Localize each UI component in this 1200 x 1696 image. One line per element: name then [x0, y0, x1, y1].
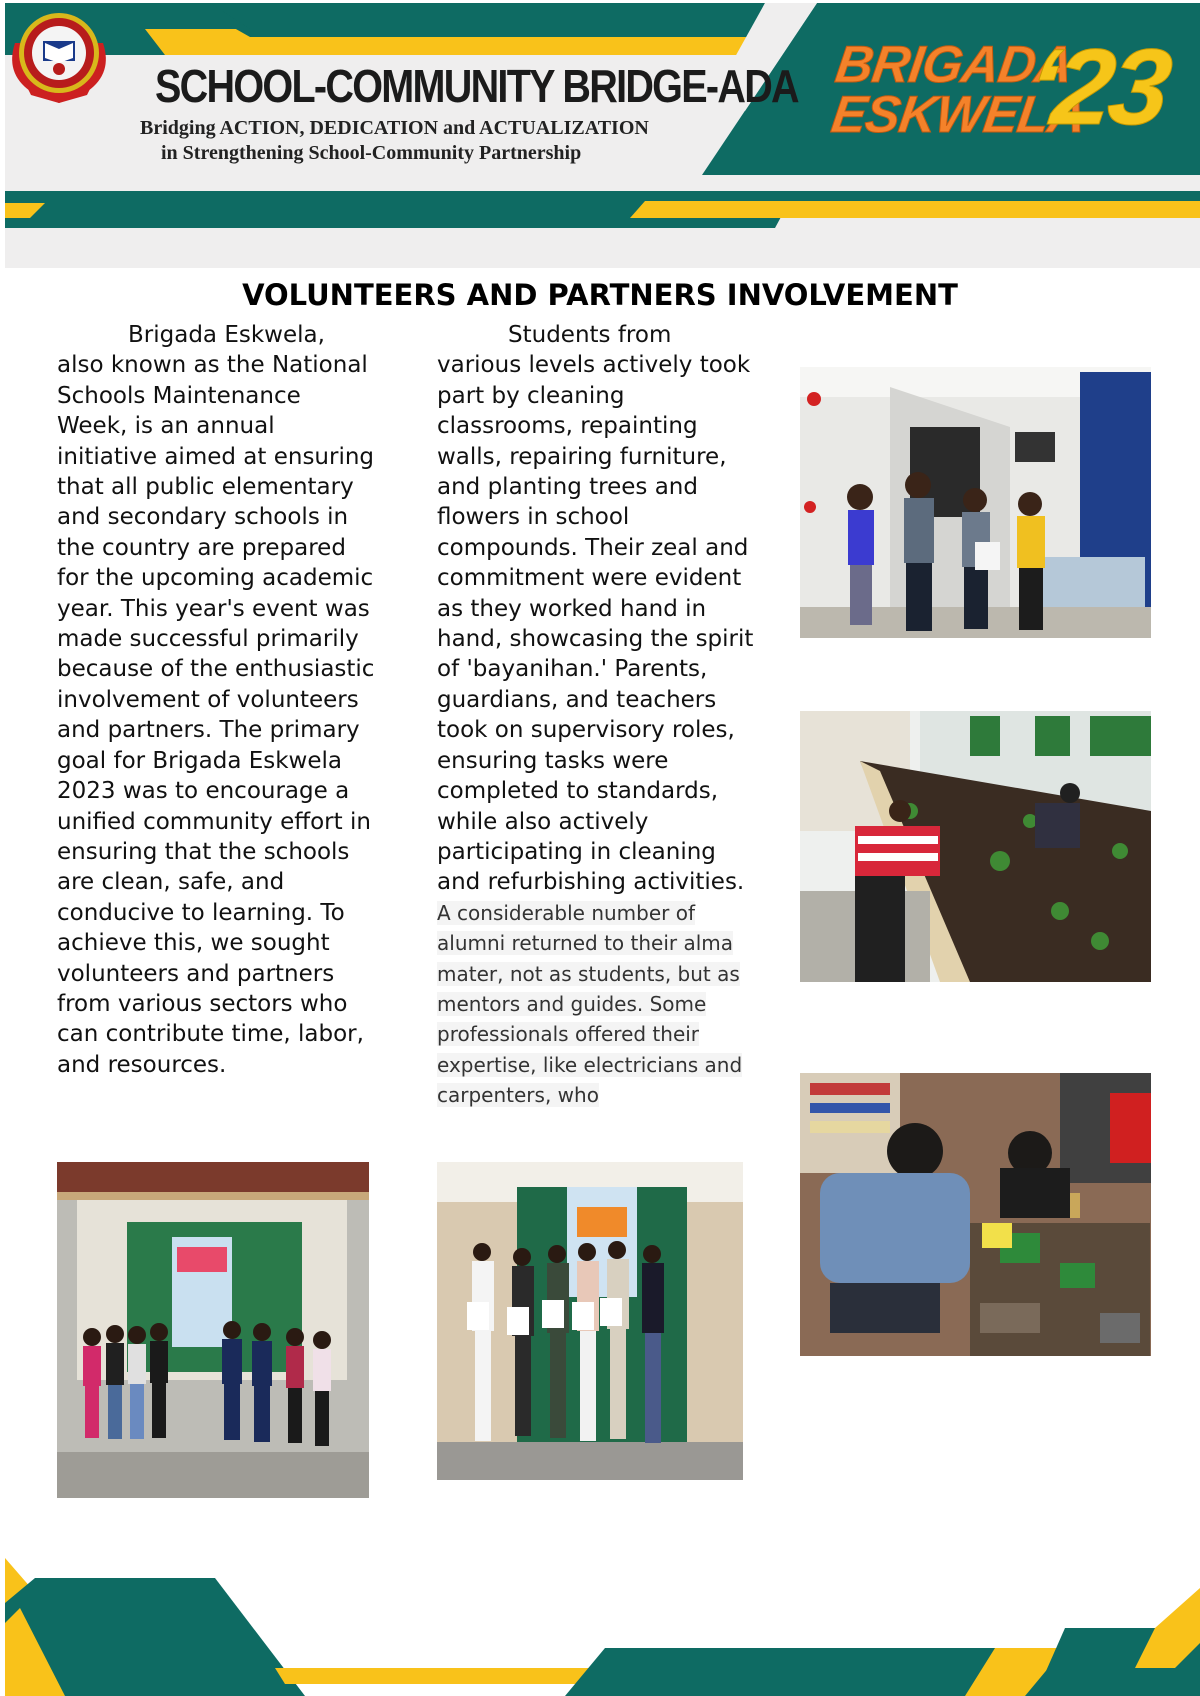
- school-seal-icon: [5, 3, 113, 107]
- footer-banner: [5, 1548, 1200, 1696]
- subtitle-line-1: Bridging ACTION, DEDICATION and ACTUALIZATION: [140, 117, 649, 139]
- column-1-paragraph: Brigada Eskwela, also known as the National Schools Maintenance Week, is an annual initiative aimed at ensuring that all public elementary and secondary schools in the country are prepared for the upcoming academic year. This year's event was made successful primarily because of the enthusiastic involvement of volunteers and partners. The primary goal for Brigada Eskwela 2023 was to encourage a unified community effort in ensuring that the schools are clean, safe, and conducive to learning. To achieve this, we sought volunteers and partners from various sectors who can contribute time, labor, and resources.: [57, 322, 375, 1078]
- logo-year: ‘23: [1019, 26, 1175, 147]
- section-title: VOLUNTEERS AND PARTNERS INVOLVEMENT: [242, 278, 958, 312]
- photo-students-certificates: [437, 1162, 743, 1480]
- photo-repair-workshop: [800, 1073, 1151, 1356]
- school-title: SCHOOL-COMMUNITY BRIDGE-ADA: [155, 60, 798, 112]
- logo-word-brigada: BRIGADA: [831, 36, 1076, 94]
- column-1-text: [57, 320, 377, 1162]
- column-2-text: [437, 320, 757, 1162]
- subtitle-line-2: in Strengthening School-Community Partnership: [161, 142, 582, 164]
- footer-stripes: [5, 1548, 1200, 1696]
- column-2-alumni-text: A considerable number of alumni returned to their alma mater, not as students, but as mentors and guides. Some professionals offered their expertise, like electricians and carpenters, who: [437, 900, 743, 1108]
- logo-word-eskwela: ESKWELA: [827, 86, 1090, 144]
- brigada-eskwela-logo: [827, 26, 1175, 149]
- column-2-paragraph: Students from various levels actively took part by cleaning classrooms, repainting walls, repairing furniture, and planting trees and flowers in school compounds. Their zeal and commitment were evident as they worked hand in hand, showcasing the spirit of 'bayanihan.' Parents, guardians, and teachers took on supervisory roles, ensuring tasks were completed to standards, while also actively participating in cleaning and refurbishing activities.: [437, 322, 754, 896]
- photo-hallway-volunteers: [800, 367, 1151, 638]
- photo-garden-planting: [800, 711, 1151, 982]
- photo-volunteers-group: [57, 1162, 369, 1498]
- header-banner: [5, 3, 1200, 268]
